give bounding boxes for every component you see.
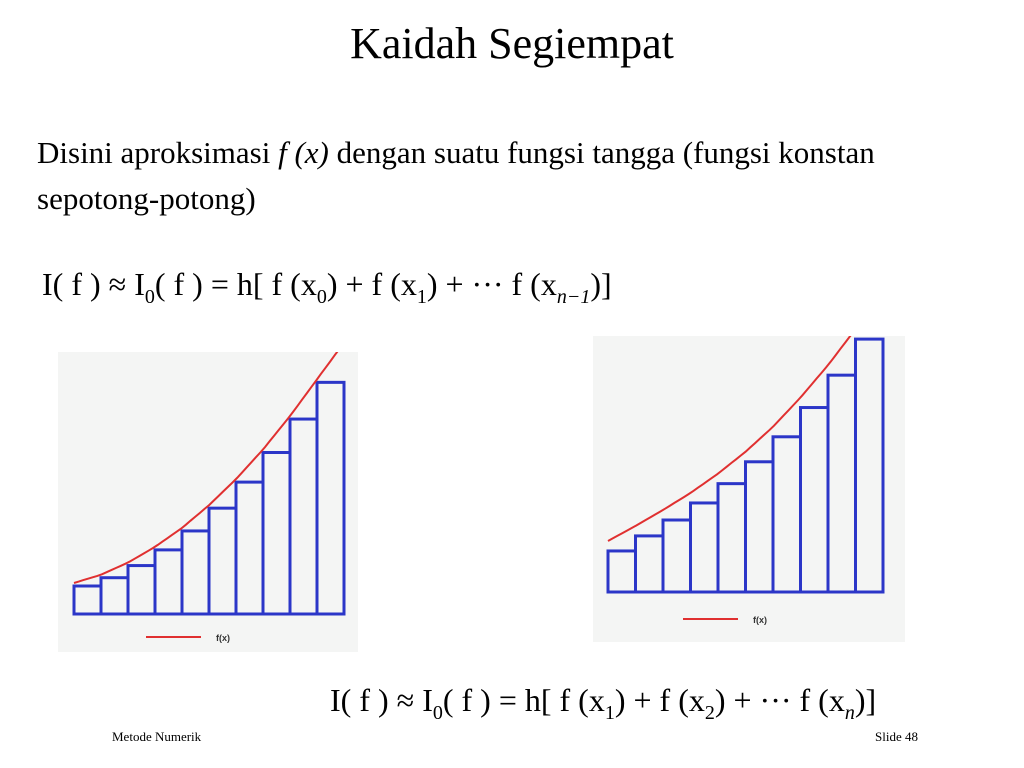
formula-mid: ( f ) = h[ f (x — [154, 266, 317, 302]
bar — [636, 536, 664, 592]
plot-svg-left — [58, 352, 358, 652]
right-rectangle-formula — [330, 680, 877, 724]
bar — [773, 437, 801, 592]
bar — [290, 419, 317, 614]
formula-sub-a: 0 — [316, 286, 327, 308]
formula-end: )] — [590, 266, 612, 302]
bar — [263, 453, 290, 614]
bar — [236, 482, 263, 614]
formula-plus2: ) + ··· f (x — [714, 682, 845, 718]
formula-plus1: ) + f (x — [614, 682, 705, 718]
footer-slide-number: Slide 48 — [875, 729, 918, 744]
bar — [608, 551, 636, 592]
curve-line — [608, 336, 893, 541]
left-rectangle-formula — [42, 264, 612, 308]
formula-lhs: I( f ) ≈ I — [330, 682, 433, 718]
bar — [317, 382, 344, 614]
bar — [691, 503, 719, 592]
body-fx: f (x) — [278, 135, 329, 170]
legend-label: f(x) — [216, 633, 230, 643]
slide-title: Kaidah Segiempat — [350, 19, 674, 68]
body-part1: Disini aproksimasi — [37, 135, 279, 170]
bar — [801, 408, 829, 592]
curve-line — [74, 352, 353, 583]
formula-sub-a: 1 — [604, 702, 615, 724]
formula-lhs: I( f ) ≈ I — [42, 266, 145, 302]
formula-mid: ( f ) = h[ f (x — [442, 682, 605, 718]
formula-end: )] — [854, 682, 877, 718]
bar — [74, 586, 101, 614]
footer-course: Metode Numerik — [112, 729, 202, 744]
bar — [718, 484, 746, 592]
formula-sub-b: 2 — [704, 702, 715, 724]
bar — [128, 566, 155, 614]
bar — [828, 375, 856, 592]
plot-svg-right — [593, 336, 905, 642]
formula-sub-b: 1 — [416, 286, 427, 308]
formula-plus2: ) + ··· f (x — [426, 266, 557, 302]
body-text — [37, 130, 997, 222]
left-rectangle-plot — [58, 352, 358, 652]
bar — [856, 339, 884, 592]
bar — [101, 578, 128, 614]
formula-plus1: ) + f (x — [326, 266, 417, 302]
formula-sub-c: n−1 — [556, 286, 591, 308]
body-part2: dengan suatu fungsi tangga (fungsi konstan sepotong-potong) — [37, 135, 875, 216]
bar — [663, 520, 691, 592]
bar — [746, 462, 774, 592]
legend-label: f(x) — [753, 615, 767, 625]
formula-sub0: 0 — [144, 286, 155, 308]
bar — [209, 508, 236, 614]
bar — [182, 531, 209, 614]
formula-sub0: 0 — [432, 702, 443, 724]
right-rectangle-plot — [593, 336, 905, 642]
formula-sub-c: n — [844, 702, 855, 724]
bar — [155, 550, 182, 614]
